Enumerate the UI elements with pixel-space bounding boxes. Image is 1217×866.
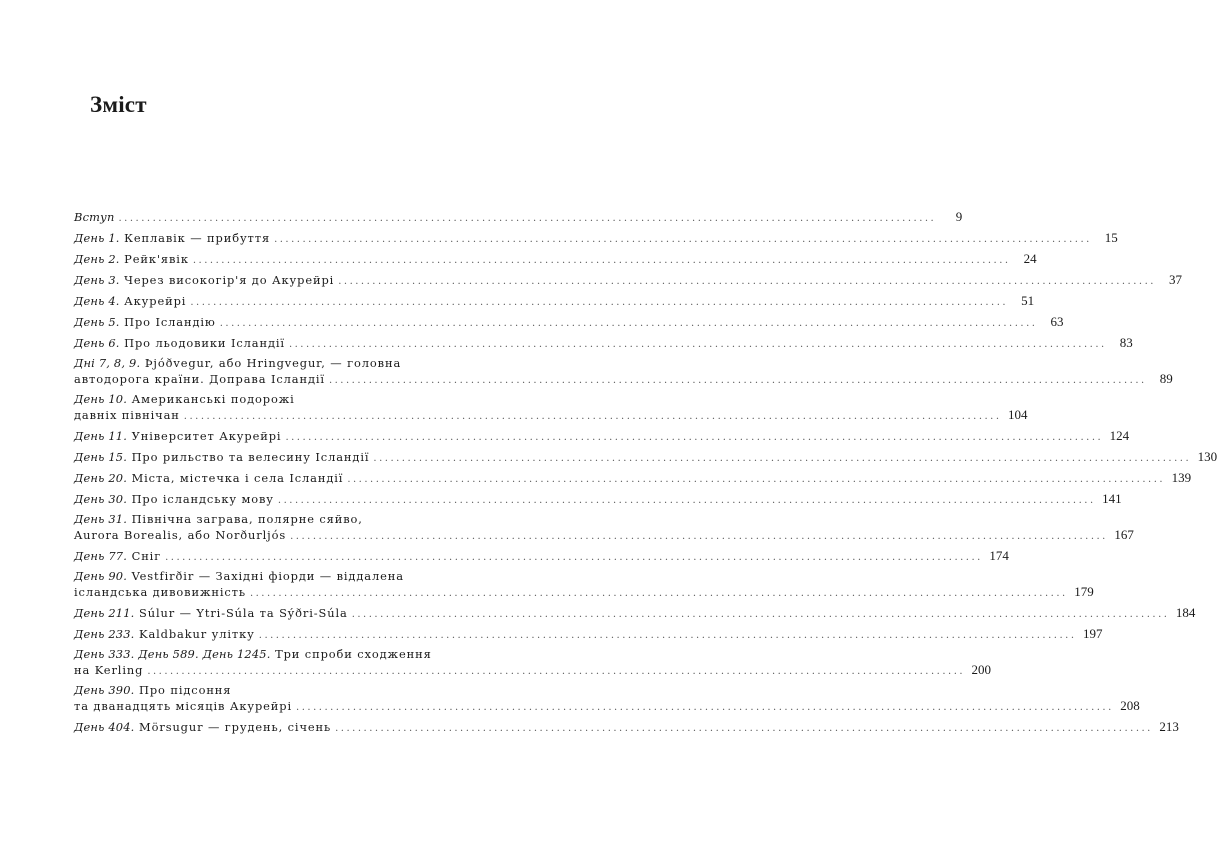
toc-line xyxy=(74,512,444,527)
toc-day-label: День 31. xyxy=(74,512,128,526)
toc-line xyxy=(74,470,1192,485)
toc-page-number: 184 xyxy=(1175,605,1196,620)
toc-entry-title: Про підсоння xyxy=(139,683,232,697)
toc-entry[interactable] xyxy=(74,356,1173,386)
toc-line xyxy=(74,584,1094,599)
toc-line xyxy=(74,698,1140,713)
page-title: Зміст xyxy=(90,92,147,117)
toc-entry[interactable] xyxy=(74,428,1130,443)
dot-leader xyxy=(290,529,1108,544)
toc-day-label: День 6. xyxy=(74,336,120,350)
toc-entry-text xyxy=(74,627,255,642)
toc-line xyxy=(74,230,1118,245)
toc-page-number: 51 xyxy=(1021,293,1035,308)
toc-entry-title-cont: Aurora Borealis, або Norðurljós xyxy=(74,528,287,542)
toc-day-label: День 3. xyxy=(74,273,120,287)
toc-entry-text xyxy=(74,231,270,246)
toc-line xyxy=(74,626,1103,641)
toc-entry-text xyxy=(74,408,180,423)
toc-entry[interactable] xyxy=(74,449,1217,464)
toc-page-number: 104 xyxy=(1008,407,1028,422)
toc-page-number: 139 xyxy=(1171,470,1192,485)
toc-entry-title: Про Ісландію xyxy=(124,315,216,329)
toc-entry-title: Súlur — Ytri-Súla та Sýðri-Súla xyxy=(139,606,348,620)
toc-page-number: 208 xyxy=(1120,698,1140,713)
toc-page-number: 89 xyxy=(1159,371,1173,386)
dot-leader xyxy=(147,664,965,679)
toc-entry-title: Mörsugur — грудень, січень xyxy=(139,720,332,734)
toc-page-number: 197 xyxy=(1083,626,1103,641)
toc-day-label: День 90. xyxy=(74,569,128,583)
toc-page-number: 83 xyxy=(1119,335,1133,350)
toc-entry-title: Þjóðvegur, або Hringvegur, — головна xyxy=(144,356,402,370)
toc-entry-title: Vestfirðir — Західні фіорди — віддалена xyxy=(131,569,404,583)
toc-page-number: 174 xyxy=(989,548,1009,563)
toc-line xyxy=(74,647,444,662)
toc-entry-text xyxy=(74,528,286,543)
toc-entry[interactable] xyxy=(74,605,1196,620)
toc-line xyxy=(74,407,1028,422)
toc-entry[interactable] xyxy=(74,293,1035,308)
toc-entry-text xyxy=(74,492,274,507)
toc-entry[interactable] xyxy=(74,314,1064,329)
toc-entry-title: Через високогір'я до Акурейрі xyxy=(124,273,335,287)
toc-day-label: День 2. xyxy=(74,252,120,266)
toc-line xyxy=(74,272,1182,287)
toc-entry-text xyxy=(74,273,334,288)
dot-leader xyxy=(335,721,1153,736)
toc-page-number: 130 xyxy=(1197,449,1217,464)
dot-leader xyxy=(250,586,1068,601)
toc-day-label: День 5. xyxy=(74,315,120,329)
toc-line xyxy=(74,335,1133,350)
toc-entry-title: Кеплавік — прибуття xyxy=(124,231,271,245)
toc-entry-title: Kaldbakur улітку xyxy=(139,627,255,641)
toc-day-label: День 30. xyxy=(74,492,128,506)
toc-line xyxy=(74,209,963,224)
toc-entry[interactable] xyxy=(74,626,1103,641)
toc-entry-text xyxy=(74,315,216,330)
toc-entry-text xyxy=(74,549,161,564)
toc-day-label: День 233. xyxy=(74,627,135,641)
toc-line xyxy=(74,527,1134,542)
toc-entry-title-cont: на Kerling xyxy=(74,663,144,677)
toc-day-label: День 211. xyxy=(74,606,135,620)
toc-entry[interactable] xyxy=(74,272,1182,287)
toc-entry-text xyxy=(74,606,348,621)
toc-line xyxy=(74,251,1037,266)
toc-page-number: 141 xyxy=(1102,491,1122,506)
toc-entry-title: Про рильство та велесину Ісландії xyxy=(131,450,370,464)
toc-entry-text xyxy=(74,372,325,387)
toc-entry[interactable] xyxy=(74,392,1028,422)
toc-entry-title-cont: давніх північан xyxy=(74,408,180,422)
toc-line xyxy=(74,719,1179,734)
toc-entry-text xyxy=(74,429,281,444)
toc-line xyxy=(74,449,1217,464)
toc-day-label: День 333. День 589. День 1245. xyxy=(74,647,271,661)
toc-entry-title: Міста, містечка і села Ісландії xyxy=(131,471,344,485)
dot-leader xyxy=(289,337,1107,352)
toc-entry-title: Про льодовики Ісландії xyxy=(124,336,285,350)
toc-day-label: День 404. xyxy=(74,720,135,734)
toc-entry-title: Три спроби сходження xyxy=(275,647,432,661)
toc-line xyxy=(74,662,992,677)
dot-leader xyxy=(347,472,1165,487)
toc-line xyxy=(74,491,1122,506)
toc-entry[interactable] xyxy=(74,647,992,677)
dot-leader xyxy=(338,274,1156,289)
toc-entry-title-cont: автодорога країни. Доправа Ісландії xyxy=(74,372,325,386)
toc-entry-title: Північна заграва, полярне сяйво, xyxy=(131,512,363,526)
toc-page-number: 37 xyxy=(1168,272,1182,287)
toc-line xyxy=(74,293,1035,308)
toc-line xyxy=(74,392,444,407)
toc-entry-text xyxy=(74,720,331,735)
toc-entry[interactable] xyxy=(74,512,1134,542)
toc-entry[interactable] xyxy=(74,335,1133,350)
toc-page-number: 124 xyxy=(1109,428,1130,443)
toc-entry-text xyxy=(74,699,292,714)
dot-leader xyxy=(278,493,1096,508)
toc-entry-title-cont: та дванадцять місяців Акурейрі xyxy=(74,699,293,713)
toc-day-label: Вступ xyxy=(74,210,115,224)
toc-entry[interactable] xyxy=(74,719,1179,734)
toc-entry-title: Американські подорожі xyxy=(131,392,295,406)
toc-page-number: 24 xyxy=(1023,251,1037,266)
dot-leader xyxy=(352,607,1170,622)
dot-leader xyxy=(165,550,983,565)
toc-entry-text xyxy=(74,336,285,351)
toc-day-label: День 77. xyxy=(74,549,128,563)
dot-leader xyxy=(193,253,1011,268)
toc-entry-text xyxy=(74,210,115,225)
toc-line xyxy=(74,683,444,698)
dot-leader xyxy=(296,700,1114,715)
toc-entry-text xyxy=(74,252,189,267)
toc-page-number: 167 xyxy=(1114,527,1134,542)
dot-leader xyxy=(285,430,1103,445)
toc-line xyxy=(74,428,1130,443)
dot-leader xyxy=(373,451,1191,466)
toc-day-label: День 11. xyxy=(74,429,128,443)
toc-line xyxy=(74,569,444,584)
toc-line xyxy=(74,356,444,371)
toc-page-number: 200 xyxy=(971,662,992,677)
toc-line xyxy=(74,605,1196,620)
toc-entry-title: Сніг xyxy=(131,549,162,563)
toc-entry-text xyxy=(74,585,246,600)
toc-entry-title: Рейк'явік xyxy=(124,252,189,266)
toc-entry-title-cont: ісландська дивовижність xyxy=(74,585,246,599)
toc-entry[interactable] xyxy=(74,470,1192,485)
toc-entry[interactable] xyxy=(74,251,1037,266)
toc-day-label: День 390. xyxy=(74,683,135,697)
dot-leader xyxy=(259,628,1077,643)
toc-entry-title: Університет Акурейрі xyxy=(131,429,282,443)
toc-entry-text xyxy=(74,450,369,465)
toc-day-label: День 15. xyxy=(74,450,128,464)
toc-entry[interactable] xyxy=(74,683,1140,713)
dot-leader xyxy=(190,295,1008,310)
toc-page-number: 63 xyxy=(1050,314,1064,329)
dot-leader xyxy=(220,316,1038,331)
toc-day-label: День 1. xyxy=(74,231,120,245)
dot-leader xyxy=(329,373,1147,388)
toc-entry-title: Про ісландську мову xyxy=(131,492,274,506)
toc-entry-text xyxy=(74,471,343,486)
toc-page-number: 179 xyxy=(1074,584,1094,599)
dot-leader xyxy=(184,409,1002,424)
toc-page-number: 15 xyxy=(1104,230,1118,245)
dot-leader xyxy=(274,232,1092,247)
toc-page-number: 9 xyxy=(955,209,963,224)
toc-entry[interactable] xyxy=(74,491,1122,506)
toc-day-label: День 10. xyxy=(74,392,128,406)
toc-entry-text xyxy=(74,663,143,678)
toc-entry[interactable] xyxy=(74,569,1094,599)
toc-day-label: Дні 7, 8, 9. xyxy=(74,356,141,370)
toc-entry[interactable] xyxy=(74,209,963,224)
toc-entry-text xyxy=(74,294,186,309)
toc-line xyxy=(74,371,1173,386)
toc-page-number: 213 xyxy=(1159,719,1179,734)
toc-entry-title: Акурейрі xyxy=(124,294,187,308)
toc-day-label: День 4. xyxy=(74,294,120,308)
toc-day-label: День 20. xyxy=(74,471,128,485)
toc-entry[interactable] xyxy=(74,548,1009,563)
toc-line xyxy=(74,548,1009,563)
toc-line xyxy=(74,314,1064,329)
table-of-contents xyxy=(74,209,1217,740)
toc-entry[interactable] xyxy=(74,230,1118,245)
dot-leader xyxy=(119,211,937,226)
